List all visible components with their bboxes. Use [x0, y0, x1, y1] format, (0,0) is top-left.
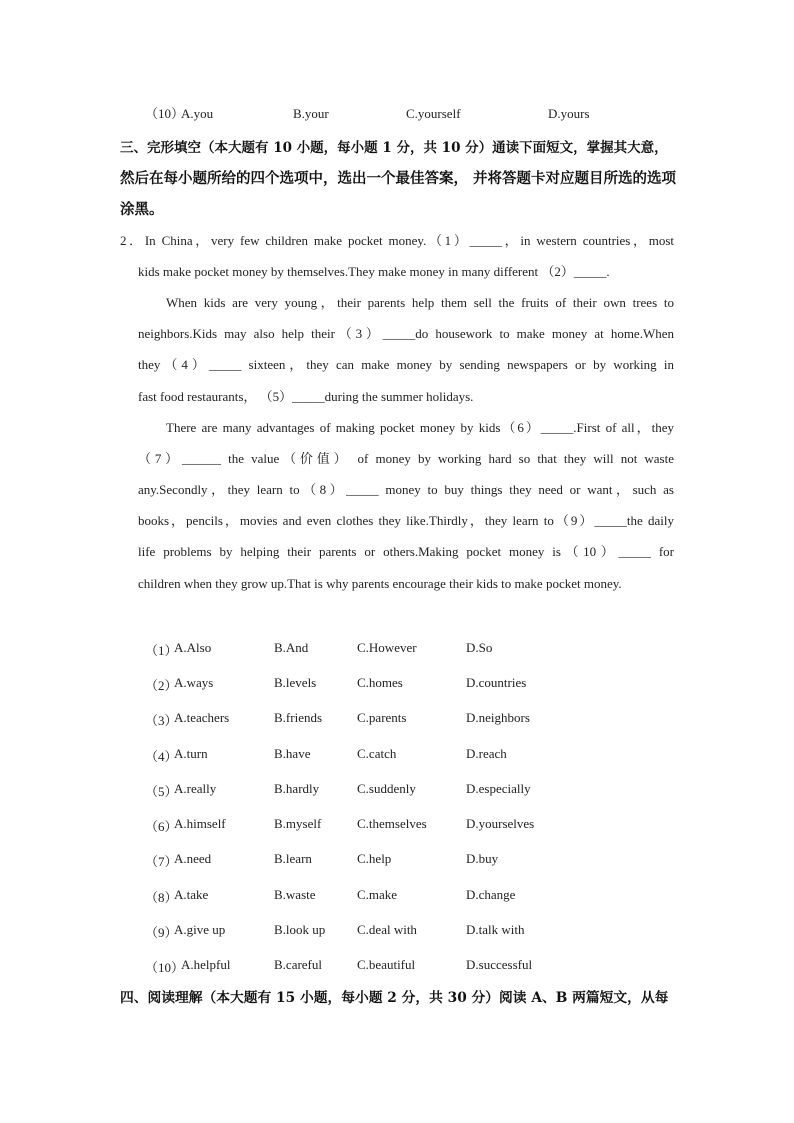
option-a: A.teachers [174, 710, 230, 725]
option-c: C.catch [357, 746, 397, 761]
question-number: （1） [145, 643, 178, 658]
option-a: A.ways [174, 675, 214, 690]
option-a: A.Also [174, 640, 212, 655]
question-number: （8） [145, 890, 178, 905]
option-b: B.myself [274, 816, 322, 831]
option-d: D.talk with [466, 922, 525, 937]
question-number: （2） [145, 678, 178, 693]
question-number: （7） [145, 854, 178, 869]
option-d: D.successful [466, 957, 533, 972]
section4-heading: 四、阅读理解（本大题有 15 小题，每小题 2 分，共 30 分）阅读 A、B 两篇短文，从每 [120, 990, 669, 1006]
option-c: C.themselves [357, 816, 427, 831]
option-a: A.give up [174, 922, 226, 937]
option-d: D.especially [466, 781, 531, 796]
passage-line: 2．In China，very few children make pocket money.（1）_____，in western countries，most [120, 233, 674, 248]
passage-line: children when they grow up.That is why parents encourage their kids to make pocket money. [138, 576, 622, 591]
prev-option-b: B.your [293, 106, 329, 121]
option-c: C.parents [357, 710, 407, 725]
option-b: B.have [274, 746, 311, 761]
option-c: C.homes [357, 675, 403, 690]
question-number: （10） [145, 960, 185, 975]
option-c: C.beautiful [357, 957, 416, 972]
option-a: A.take [174, 887, 209, 902]
passage-line: kids make pocket money by themselves.They make money in many different （2）_____. [138, 264, 610, 279]
question-number: （3） [145, 713, 178, 728]
passage-line: （7）______ the value（价值） of money by working hard so that they will not waste [138, 451, 674, 466]
question-number: （5） [145, 784, 178, 799]
option-b: B.hardly [274, 781, 320, 796]
option-c: C.help [357, 851, 392, 866]
option-b: B.And [274, 640, 309, 655]
option-b: B.learn [274, 851, 312, 866]
section3-heading-line1: 三、完形填空（本大题有 10 小题，每小题 1 分，共 10 分）通读下面短文，掌握其大意， [120, 140, 668, 156]
passage-line: life problems by helping their parents or others.Making pocket money is（10）_____ for [138, 544, 674, 559]
passage-line: When kids are very young，their parents help them sell the fruits of their own trees to [166, 295, 674, 310]
option-d: D.countries [466, 675, 527, 690]
option-d: D.change [466, 887, 516, 902]
option-c: C.However [357, 640, 417, 655]
passage-line: any.Secondly，they learn to（8）_____ money to buy things they need or want，such as [138, 482, 674, 497]
option-a: A.turn [174, 746, 208, 761]
option-d: D.yourselves [466, 816, 535, 831]
question-number: （6） [145, 819, 178, 834]
section3-heading-line2: 然后在每小题所给的四个选项中，选出一个最佳答案， 并将答题卡对应题目所选的选项 [120, 170, 677, 187]
option-b: B.look up [274, 922, 326, 937]
prev-option-d: D.yours [548, 106, 590, 121]
prev-option-c: C.yourself [406, 106, 461, 121]
option-d: D.buy [466, 851, 499, 866]
option-a: A.himself [174, 816, 226, 831]
prev-question-number: （10） [145, 106, 185, 121]
section3-heading-line3: 涂黑。 [120, 201, 164, 218]
passage-line: they（4）_____ sixteen，they can make money by sending newspapers or by working in [138, 357, 674, 372]
option-b: B.waste [274, 887, 316, 902]
question-number: （9） [145, 925, 178, 940]
passage-line: books，pencils，movies and even clothes they like.Thirdly，they learn to（9）_____the daily [138, 513, 674, 528]
option-b: B.careful [274, 957, 323, 972]
option-b: B.friends [274, 710, 323, 725]
option-a: A.really [174, 781, 217, 796]
option-d: D.neighbors [466, 710, 530, 725]
option-c: C.suddenly [357, 781, 416, 796]
prev-option-a: A.you [181, 106, 214, 121]
option-a: A.helpful [181, 957, 231, 972]
question-number: （4） [145, 749, 178, 764]
option-a: A.need [174, 851, 212, 866]
option-d: D.So [466, 640, 493, 655]
passage-line: There are many advantages of making pocket money by kids（6）_____.First of all，they [166, 420, 674, 435]
option-b: B.levels [274, 675, 317, 690]
passage-line: neighbors.Kids may also help their（3）_____do housework to make money at home.When [138, 326, 674, 341]
option-c: C.deal with [357, 922, 417, 937]
option-d: D.reach [466, 746, 507, 761]
passage-line: fast food restaurants， （5）_____during the summer holidays. [138, 389, 474, 404]
option-c: C.make [357, 887, 398, 902]
